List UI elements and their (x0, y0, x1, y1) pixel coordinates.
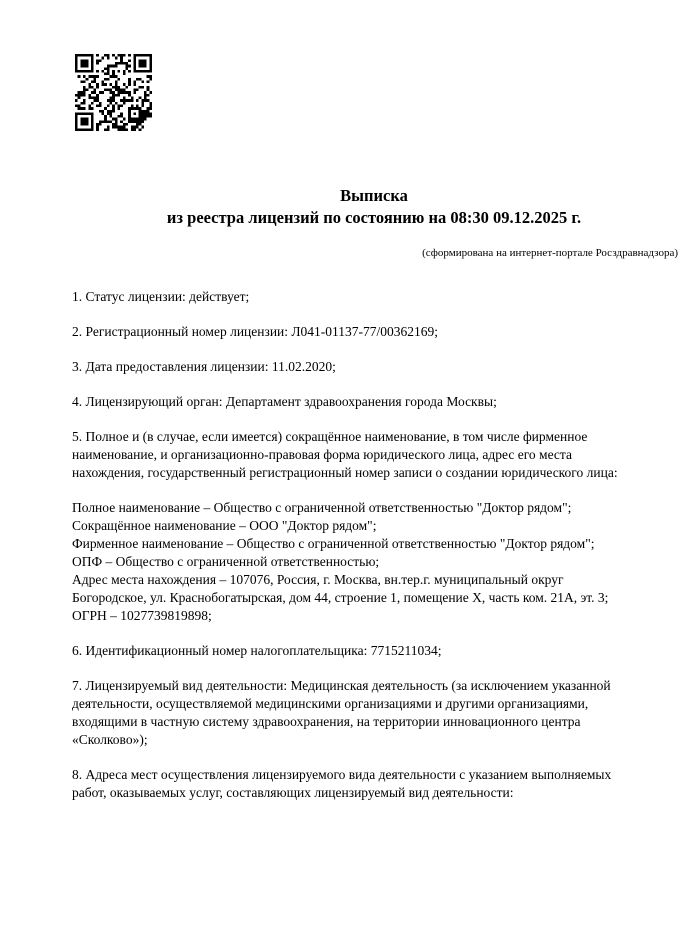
para-inn (72, 642, 700, 660)
para-addresses-intro (72, 766, 700, 802)
inn-line: 6. Идентификационный номер налогоплательщика: 7715211034; (72, 643, 442, 658)
names-intro-line-2: наименование, и организационно-правовая форма юридического лица, адрес его места (72, 447, 572, 462)
addresses-intro-line-1: 8. Адреса мест осуществления лицензируемого вида деятельности с указанием выполняемых (72, 767, 612, 782)
title-line-2: из реестра лицензий по состоянию на 08:30 09.12.2025 г. (166, 208, 582, 227)
names-intro-line-1: 5. Полное и (в случае, если имеется) сокращённое наименование, в том числе фирменное (72, 429, 588, 444)
qr-code (75, 53, 152, 132)
addresses-intro-line-2: работ, оказываемых услуг, составляющих лицензируемый вид деятельности: (72, 785, 514, 800)
para-entity-details (72, 499, 700, 625)
entity-ogrn: ОГРН – 1027739819898; (72, 608, 212, 623)
names-intro-line-3: нахождения, государственный регистрационный номер записи о создании юридического лица: (72, 465, 618, 480)
activity-line-4: «Сколково»); (72, 732, 148, 747)
entity-legal-form: ОПФ – Общество с ограниченной ответственностью; (72, 554, 380, 569)
para-licensing-authority (72, 393, 700, 411)
registration-number-line: 2. Регистрационный номер лицензии: Л041-01137-77/00362169; (72, 324, 439, 339)
para-names-intro (72, 428, 700, 482)
activity-line-3: входящими в частную систему здравоохранения, на территории инновационного центра (72, 714, 581, 729)
document-title (72, 185, 676, 229)
entity-address-line-2: Богородское, ул. Краснобогатырская, дом 44, строение 1, помещение X, часть ком. 21А, эт. 3; (72, 590, 609, 605)
entity-brand-name: Фирменное наименование – Общество с ограниченной ответственностью "Доктор рядом"; (72, 536, 595, 551)
document-body (72, 288, 700, 819)
licensing-authority-line: 4. Лицензирующий орган: Департамент здравоохранения города Москвы; (72, 394, 497, 409)
entity-address-line-1: Адрес места нахождения – 107076, Россия, г. Москва, вн.тер.г. муниципальный округ (72, 572, 564, 587)
para-license-status (72, 288, 700, 306)
activity-line-2: деятельности, осуществляемой медицинскими организациями и другими организациями, (72, 696, 589, 711)
para-grant-date (72, 358, 700, 376)
entity-short-name: Сокращённое наименование – ООО "Доктор рядом"; (72, 518, 377, 533)
formation-note: (сформирована на интернет-портале Росздравнадзора) (422, 247, 678, 259)
activity-line-1: 7. Лицензируемый вид деятельности: Медицинская деятельность (за исключением указанной (72, 678, 611, 693)
grant-date-line: 3. Дата предоставления лицензии: 11.02.2020; (72, 359, 336, 374)
license-status-line: 1. Статус лицензии: действует; (72, 289, 250, 304)
para-registration-number (72, 323, 700, 341)
para-licensed-activity (72, 677, 700, 749)
title-line-1: Выписка (340, 186, 408, 205)
entity-full-name: Полное наименование – Общество с ограниченной ответственностью "Доктор рядом"; (72, 500, 572, 515)
